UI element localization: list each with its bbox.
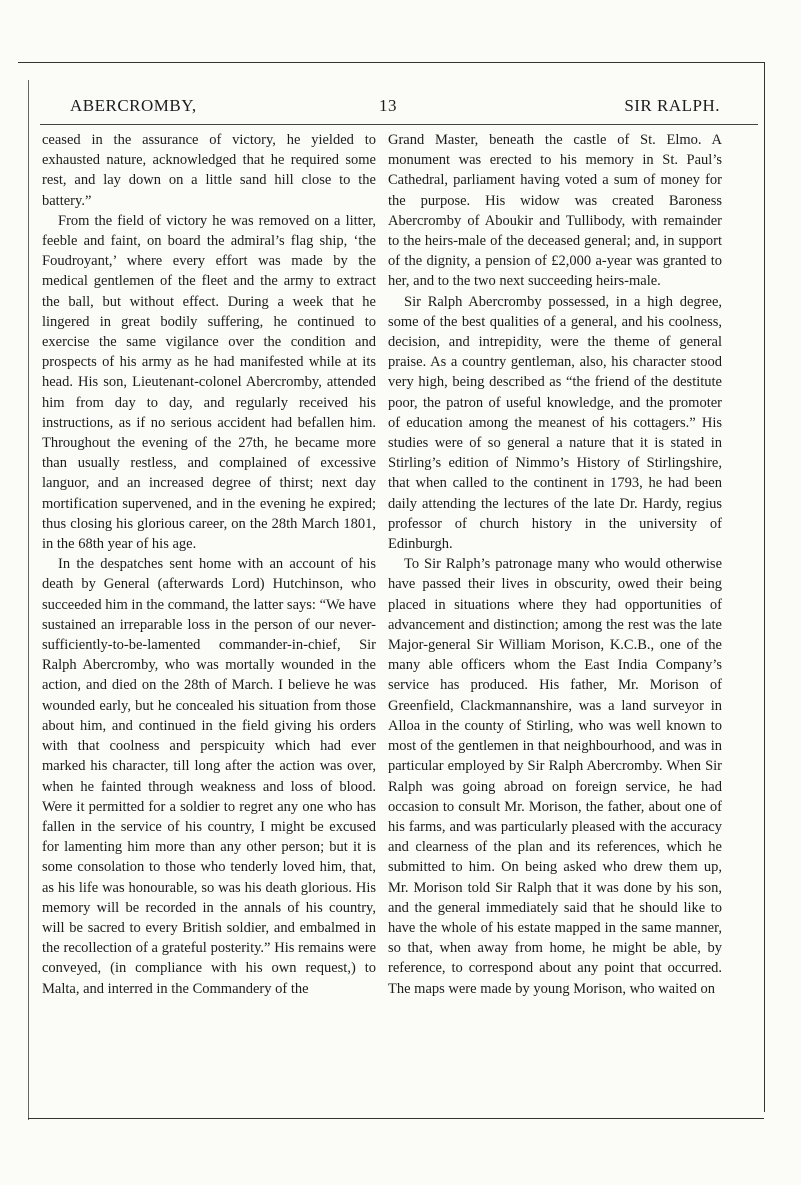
paragraph: Grand Master, beneath the castle of St. Elmo. A monument was erected to his memory in St. Paul’s Cathedral, parliament having voted a sum of money for the purpose. His widow was created Baroness Abercromby of Aboukir and Tullibody, with remainder to the heirs-male of the deceased general; and, in support of the dignity, a pension of £2,000 a-year was granted to her, and to the two next succeeding heirs-male. [388,132,722,290]
page-frame-top-line [18,62,764,63]
left-column [42,130,376,1110]
paragraph: In the despatches sent home with an account of his death by General (afterwards Lord) Hutchinson, who succeeded him in the command, the latter says: “We have sustained an irreparable loss in the person of our never-sufficiently-to-be-lamented commander-in-chief, Sir Ralph Abercromby, who was mortally wounded in the action, and died on the 28th of March. I believe he was wounded early, but he concealed his situation from those about him, and continued in the field giving his orders with that coolness and perspicuity which had ever marked his character, till long after the action was over, when he fainted through weakness and loss of blood. Were it permitted for a soldier to regret any one who has fallen in the service of his country, I might be excused for lamenting him more than any other person; but it is some consolation to those who tenderly loved him, that, as his life was honourable, so was his death glorious. His memory will be recorded in the annals of his country, will be sacred to every British soldier, and embalmed in the recollection of a grateful posterity.” His remains were conveyed, (in compliance with his own request,) to Malta, and interred in the Commandery of the [42,556,376,997]
header-surname: ABERCROMBY, [70,96,197,115]
header-forename: SIR RALPH. [624,96,720,115]
page-frame-right-line [764,62,765,1112]
paragraph: To Sir Ralph’s patronage many who would otherwise have passed their lives in obscurity, owed their being placed in situations where they had opportunities of advancement and distinction; among the rest was the late Major-general Sir William Morison, K.C.B., one of the many able officers whom the East India Company’s service has produced. His father, Mr. Morison of Greenfield, Clackmannanshire, was a land surveyor in Alloa in the county of Stirling, who was well known to most of the gentlemen in that neighbourhood, and was in particular employed by Sir Ralph Abercromby. When Sir Ralph was going abroad on foreign service, he had occasion to consult Mr. Morison, the father, about one of his farms, and was particularly pleased with the accuracy and clearness of the plan and its references, which he submitted to him. On being asked who drew them up, Mr. Morison told Sir Ralph that it was done by his son, and the general immediately said that he should like to have the whole of his estate mapped in the same manner, so that, when away from home, he might be able, by reference, to correspond about any point that occurred. The maps were made by young Morison, who waited on [388,556,722,997]
paragraph: Sir Ralph Abercromby possessed, in a high degree, some of the best qualities of a general, and his coolness, decision, and intrepidity, were the theme of general praise. As a country gentleman, also, his character stood very high, being described as “the friend of the destitute poor, the patron of useful knowledge, and the promoter of education among the meanest of his cottagers.” His studies were of so general a nature that it is stated in Stirling’s edition of Nimmo’s History of Stirlingshire, that when called to the continent in 1793, he had been daily attending the lectures of the late Dr. Hardy, regius professor of church history in the university of Edinburgh. [388,293,722,553]
paragraph: From the field of victory he was removed on a litter, feeble and faint, on board the admiral’s flag ship, ‘the Foudroyant,’ where every effort was made by the medical gentlemen of the fleet and the army to extract the ball, but without effect. During a week that he lingered in great bodily suffering, he continued to exercise the same vigilance over the condition and prospects of his army as he had manifested while at its head. His son, Lieutenant-colonel Abercromby, attended him from day to day, and regularly received his instructions, as if no serious accident had befallen him. Throughout the evening of the 27th, he became more than usually restless, and complained of excessive languor, and an increased degree of thirst; next day mortification supervened, and in the evening he expired; thus closing his glorious career, on the 28th March 1801, in the 68th year of his age. [42,212,376,553]
running-header [70,96,720,120]
paragraph: ceased in the assurance of victory, he yielded to exhausted nature, acknowledged that he required some rest, and lay down on a little sand hill close to the battery.” [42,132,376,209]
right-column [388,130,722,1110]
header-rule [40,124,758,125]
page-frame-left-line [28,80,29,1120]
page-number: 13 [379,96,397,115]
page-frame-bottom-line [28,1118,764,1119]
